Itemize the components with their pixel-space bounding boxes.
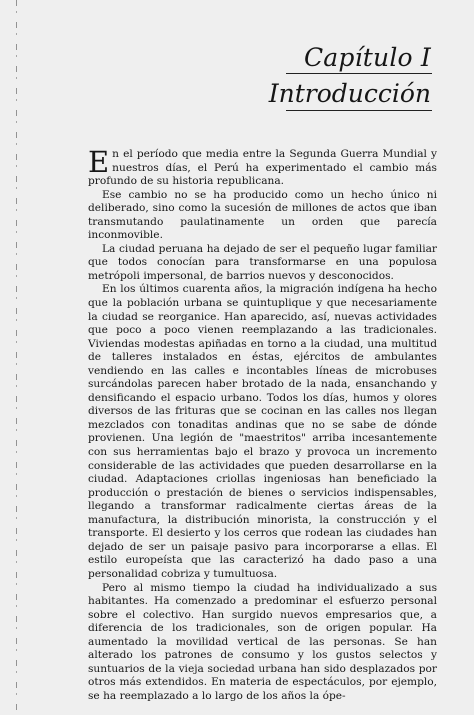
paragraph-4: En los últimos cuarenta años, la migración indígena ha hecho que la población urbana se quintuplique y que necesariamente la ciudad se reorganice. Han aparecido, así, nuevas actividades que poco a poco vienen reemplazando a las tradicionales. Viviendas modestas apiñadas en torno a la ciudad, una multitud de talleres instalados en éstas, ejércitos de ambulantes vendiendo en las calles e incontables líneas de microbuses surcándolas parecen haber brotado de la nada, ensanchando y densificando el espacio urbano. Todos los días, humos y olores diversos de las frituras que se cocinan en las calles nos llegan mezclados con tonaditas andinas que no se sabe de dónde provienen. Una legión de "maestritos" arriba incesantemente con sus herramientas bajo el brazo y provoca un incremento considerable de las actividades que pueden desarrollarse en la ciudad. Adaptaciones criollas ingeniosas han beneficiado la producción o prestación de bienes o servicios indispensables, llegando a transformar radicalmente ciertas áreas de la manufactura, la distribución minorista, la construcción y el transporte. El desierto y los cerros que rodean las ciudades han dejado de ser un paisaje pasivo para incorporarse a ellas. El estilo europeísta que las caracterizó ha dado paso a una personalidad cobriza y tumultuosa. bbox=[88, 283, 437, 580]
drop-cap: E bbox=[88, 145, 110, 179]
paragraph-3: La ciudad peruana ha dejado de ser el pequeño lugar familiar que todos conocían para transformarse en una populosa metrópoli impersonal, de barrios nuevos y desconocidos. bbox=[88, 242, 437, 282]
chapter-body bbox=[88, 145, 437, 703]
title-rule-bottom bbox=[286, 110, 432, 111]
chapter-subtitle: Introducción bbox=[268, 79, 431, 108]
paragraph-2: Ese cambio no se ha producido como un hecho único ni deliberado, sino como la sucesión de millones de actos que iban transmutando paulatinamente un orden que parecía inconmovible. bbox=[88, 188, 437, 242]
paragraph-1 bbox=[88, 145, 437, 189]
paragraph-5: Pero al mismo tiempo la ciudad ha individualizado a sus habitantes. Ha comenzado a predominar el esfuerzo personal sobre el colectivo. Han surgido nuevos empresarios que, a diferencia de los tradicionales, son de origen popular. Ha aumentado la movilidad vertical de las personas. Se han alterado los patrones de consumo y los gustos selectos y suntuarios de la vieja sociedad urbana han sido desplazados por otros más extendidos. En materia de espectáculos, por ejemplo, se ha reemplazado a lo largo de los años la ópe- bbox=[88, 581, 437, 702]
page-binding-edge bbox=[16, 0, 17, 715]
chapter-title: Capítulo I bbox=[303, 43, 431, 72]
title-rule-top bbox=[286, 73, 432, 74]
paragraph-text: n el período que media entre la Segunda Guerra Mundial y nuestros días, el Perú ha experimentado el cambio más profundo de su historia republicana. bbox=[88, 148, 437, 188]
